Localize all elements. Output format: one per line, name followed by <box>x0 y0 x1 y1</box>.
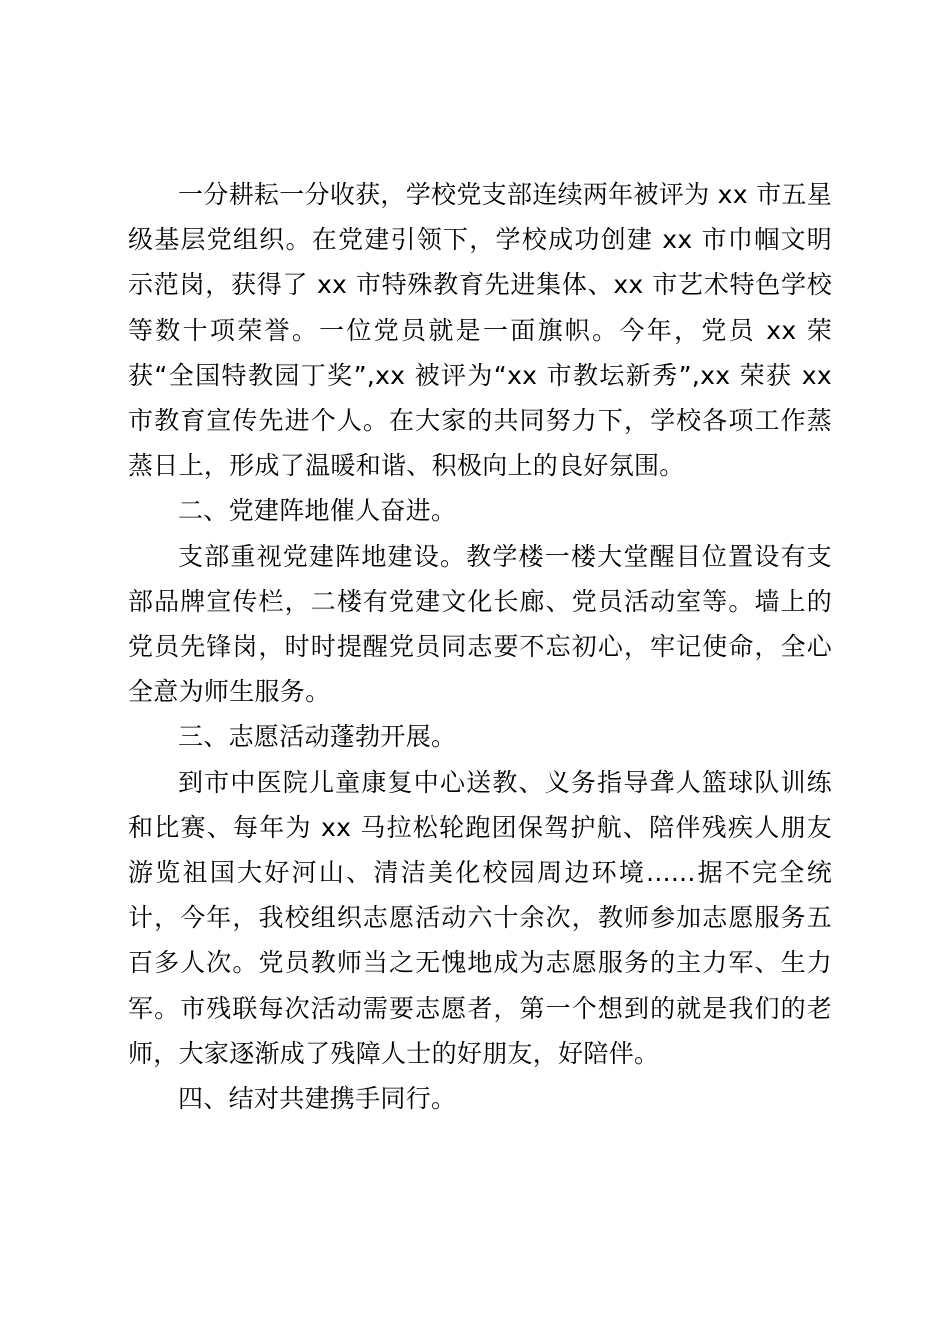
heading-joint-construction: 四、结对共建携手同行。 <box>178 1084 457 1114</box>
paragraph-achievements: 一分耕耘一分收获，学校党支部连续两年被评为 xx 市五星级基层党组织。在党建引领下，学校成功创建 xx 市巾帼文明示范岗，获得了 xx 市特殊教育先进集体、xx 市艺术特色学校等数十项荣誉。一位党员就是一面旗帜。今年，党员 xx 荣获“全国特教园丁奖”,xx 被评为“xx 市教坛新秀”,xx 荣获 xx 市教育宣传先进个人。在大家的共同努力下，学校各项工作蒸蒸日上，形成了温暖和谐、积极向上的良好氛围。 <box>128 180 832 481</box>
document-body <box>128 172 832 1121</box>
paragraph-volunteer-activities: 到市中医院儿童康复中心送教、义务指导聋人篮球队训练和比赛、每年为 xx 马拉松轮跑团保驾护航、陪伴残疾人朋友游览祖国大好河山、清洁美化校园周边环境......据不完全统计，今年，我校组织志愿活动六十余次，教师参加志愿服务五百多人次。党员教师当之无愧地成为志愿服务的主力军、生力军。市残联每次活动需要志愿者，第一个想到的就是我们的老师，大家逐渐成了残障人士的好朋友，好陪伴。 <box>128 767 832 1068</box>
heading-volunteer-activities: 三、志愿活动蓬勃开展。 <box>178 722 457 752</box>
heading-party-building-base: 二、党建阵地催人奋进。 <box>178 496 457 526</box>
paragraph-party-building-base: 支部重视党建阵地建设。教学楼一楼大堂醒目位置设有支部品牌宣传栏，二楼有党建文化长廊、党员活动室等。墙上的党员先锋岗，时时提醒党员同志要不忘初心，牢记使命，全心全意为师生服务。 <box>128 541 832 707</box>
